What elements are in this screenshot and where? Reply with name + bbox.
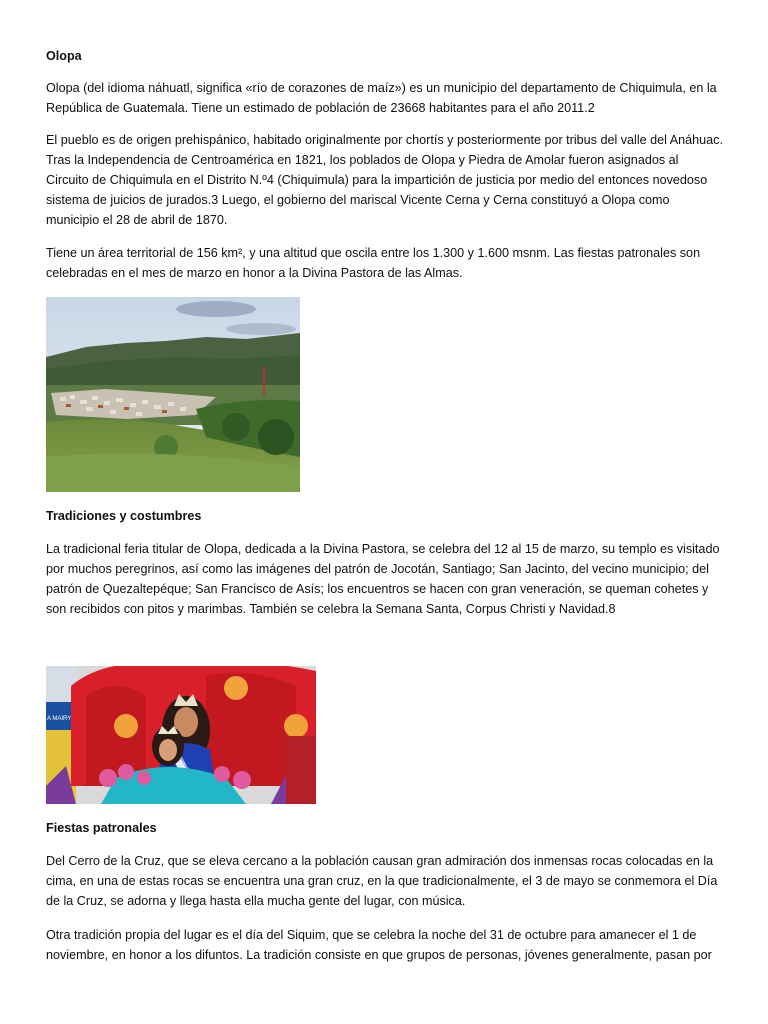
paragraph-intro-1: Olopa (del idioma náhuatl, significa «río de corazones de maíz») es un municipio del departamento de Chiquimula, en la República de Guatemala. Tiene un estimado de población de 23668 habitantes para el año 2011.2 xyxy=(46,81,717,115)
paragraph-intro-3: Tiene un área territorial de 156 km², y una altitud que oscila entre los 1.300 y 1.600 msnm. Las fiestas patronales son celebradas en el mes de marzo en honor a la Divina Pastora de las Almas. xyxy=(46,246,701,280)
paragraph-intro-2: El pueblo es de origen prehispánico, habitado originalmente por chortís y posteriormente por tribus del valle del Anáhuac. Tras la Independencia de Centroamérica en 1821, los poblados de Olopa y Piedra de Amolar fueron asignados al Circuito de Chiquimula en el Distrito N.º4 (Chiquimula) para la impartición de justicia por medio del entonces novedoso sistema de juicios de jurados.3 Luego, el gobierno del mariscal Vicente Cerna y Cerna constituyó a Olopa como municipio el 28 de abril de 1870. xyxy=(46,133,723,227)
paragraph-fiestas-2: Otra tradición propia del lugar es el día del Siquim, que se celebra la noche del 31 de octubre para amanecer el 1 de noviembre, en honor a los difuntos. La tradición consiste en que grupos de personas, jóvenes generalmente, pasan por xyxy=(46,928,712,962)
section-heading-traditions: Tradiciones y costumbres xyxy=(46,509,202,523)
section-heading-fiestas: Fiestas patronales xyxy=(46,821,157,835)
paragraph-traditions: La tradicional feria titular de Olopa, dedicada a la Divina Pastora, se celebra del 12 al 15 de marzo, su templo es visitado por muchos peregrinos, así como las imágenes del patrón de Jocotán, Santiago; San Jacinto, del vecino municipio; del patrón de Quezaltepéque; San Francisco de Asís; los encuentros se hacen con gran veneración, se queman cohetes y son recibidos con pitos y marimbas. También se celebra la Semana Santa, Corpus Christi y Navidad.8 xyxy=(46,542,720,616)
paragraph-fiestas-1: Del Cerro de la Cruz, que se eleva cercano a la población causan gran admiración dos inmensas rocas colocadas en la cima, en una de estas rocas se encuentra una gran cruz, en la que tradicionalmente, el 3 de mayo se conmemora el Día de la Cruz, se adorna y llega hasta ella mucha gente del lugar, con música. xyxy=(46,854,718,908)
page-title: Olopa xyxy=(46,49,82,63)
olopa-landscape-photo xyxy=(46,297,300,492)
festival-queens-photo xyxy=(46,666,316,804)
float-sign-text: A MAIRY xyxy=(47,716,72,722)
